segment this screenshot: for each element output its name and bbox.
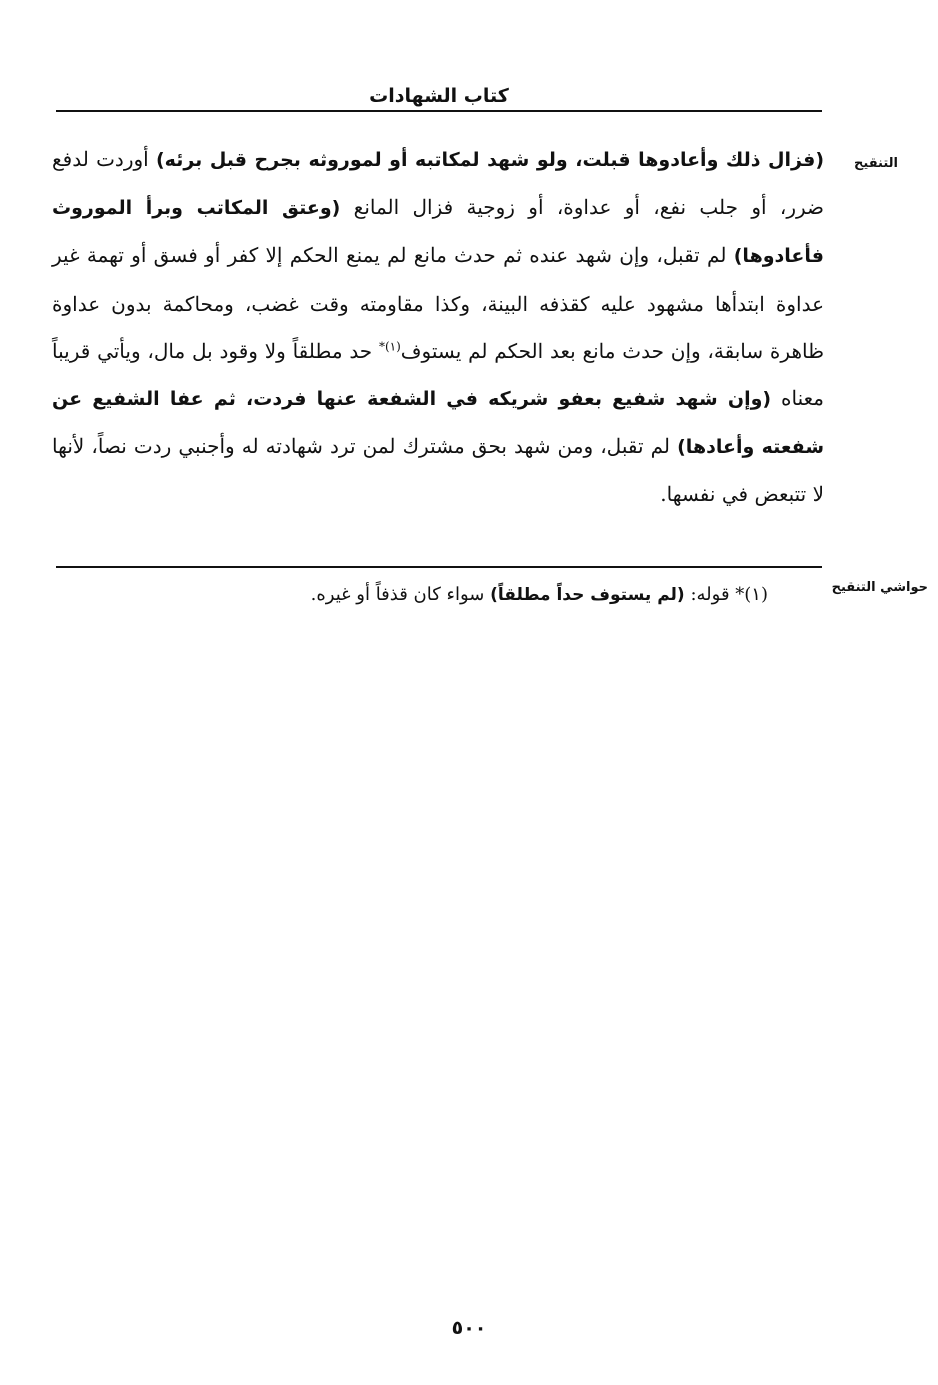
commentary-segment: لم تقبل، ومن شهد بحق مشترك لمن ترد شهادته له وأجنبي ردت نصاً، لأنها لا تتبعض في نفسها. (52, 434, 824, 507)
bold-matn-segment: (وإن شهد شفيع بعفو شريكه في الشفعة عنها فردت، ثم عفا الشفيع عن شفعته وأعادها) (52, 388, 825, 459)
margin-label-tanqih: التنقيح (854, 156, 898, 171)
footnote-rule (56, 566, 822, 568)
margin-label-hawashi: حواشي التنقيح (831, 580, 928, 595)
bold-matn-segment: (فزال ذلك وأعادوها قبلت، ولو شهد لمكاتبه أو لموروثه بجرح قبل برئه) (156, 149, 824, 171)
main-text-block (52, 136, 824, 519)
footnote-marker: (١)* (378, 339, 401, 354)
footnote-quote: (لم يستوف حداً مطلقاً) (490, 585, 685, 605)
footnote-number: (١)* (735, 584, 768, 605)
commentary-segment: أوردت لدفع ضرر، أو جلب نفع، أو عداوة، أو زوجية فزال المانع (52, 147, 824, 220)
footnote-text: سواء كان قذفاً أو غيره. (310, 584, 491, 605)
commentary-segment: حد مطلقاً ولا وقود بل مال، ويأتي قريباً معناه (52, 338, 824, 411)
header-rule (56, 110, 822, 112)
running-head-title: كتاب الشهادات (369, 85, 509, 107)
footnote-lead: قوله: (684, 584, 736, 605)
commentary-segment: لم تقبل، وإن شهد عنده ثم حدث مانع لم يمنع الحكم إلا كفر أو فسق أو تهمة غير عداوة ابتدأها مشهود عليه كقذفه البينة، وكذا مقاومته وقت غضب، ومحاكمة بدون عداوة ظاهرة سابقة، وإن حدث مانع بعد الحكم لم يستوف (52, 243, 825, 363)
bold-matn-segment: (وعتق المكاتب وبرأ الموروث فأعادوها) (52, 197, 824, 268)
page-number: ٥٠٠ (451, 1317, 487, 1339)
footnote-1 (56, 580, 768, 610)
